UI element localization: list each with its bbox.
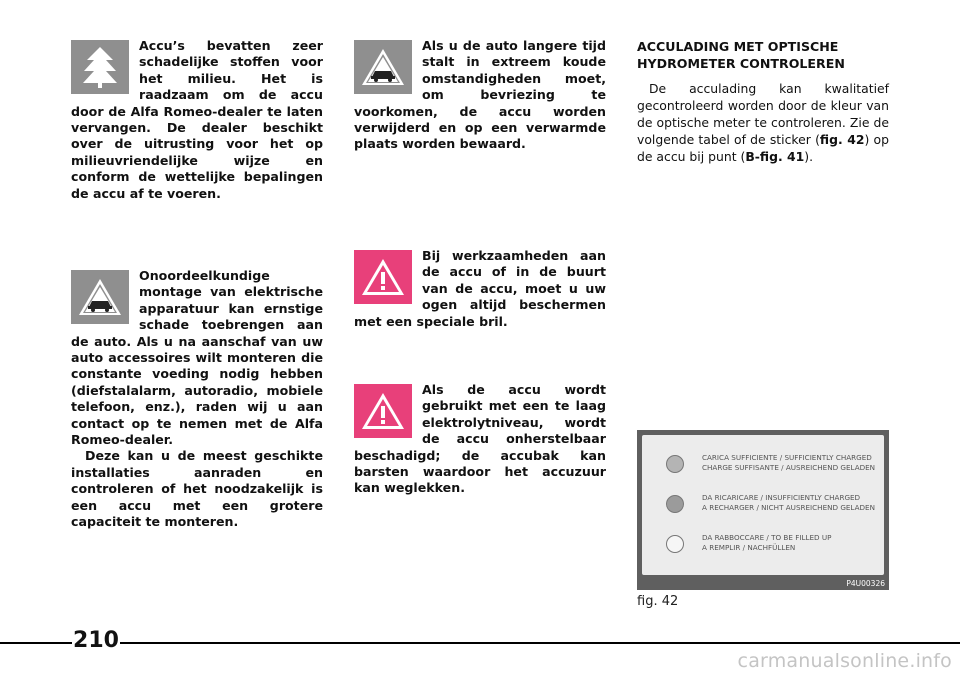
indicator-dot — [666, 495, 684, 513]
environment-note — [71, 38, 323, 238]
footer-rule-left — [0, 642, 72, 644]
eye-protection-note-text: Bij werkzaamheden aan de accu of in de buurt van de accu, moet u uw ogen altijd beschermen met een speciale bril. — [354, 248, 606, 329]
electrical-note — [71, 268, 323, 531]
fig-reference-b: B-fig. 41 — [745, 149, 805, 164]
section-body: De acculading kan kwalitatief gecontroleerd worden door de kleur van de optische meter te controleren. Zie de volgende tabel of de sticker (fig. 42) op de accu bij punt (B-fig. 41). — [637, 81, 890, 164]
fig-reference: fig. 42 — [819, 132, 865, 147]
footer-rule-right — [120, 642, 960, 644]
indicator-dot — [666, 535, 684, 553]
electrical-note-text: Onoordeelkundige montage van elektrische apparatuur kan ernstige schade toebrengen aan de auto. Als u na aanschaf van uw auto accessoires wilt monteren die constante voeding nodig hebben (diefstalalarm, autoradio, mobiele telefoon, enz.), raden wij u aan contact op te nemen met de Alfa Romeo-dealer. — [71, 268, 323, 448]
eye-protection-note — [354, 248, 606, 382]
column-middle — [354, 38, 606, 497]
electrical-note-text-2: Deze kan u de meest geschikte installaties aanraden en controleren of het noodzakelijk is een accu met een grotere capaciteit te monteren. — [71, 448, 323, 530]
figure-caption: fig. 42 — [637, 594, 679, 609]
hydrometer-sticker-figure — [637, 430, 889, 590]
watermark: carmanualsonline.info — [737, 650, 952, 672]
car-warning-icon — [354, 40, 412, 94]
environment-note-text: Accu’s bevatten zeer schadelijke stoffen voor het milieu. Het is raadzaam om de accu door de Alfa Romeo-dealer te laten vervangen. De dealer beschikt over de uitrusting voor het op milieuvriendelijke wijze en conform de wettelijke bepalingen de accu af te voeren. — [71, 38, 323, 201]
cold-storage-note — [354, 38, 606, 248]
electrolyte-note-text: Als de accu wordt gebruikt met een te laag elektrolytniveau, wordt de accu onherstelbaar beschadigd; de accubak kan barsten waardoor het accuzuur kan weglekken. — [354, 382, 606, 496]
tree-icon — [71, 40, 129, 94]
column-right — [637, 38, 889, 165]
car-warning-icon — [71, 270, 129, 324]
column-left — [71, 38, 323, 531]
figure-code: P4U00326 — [846, 579, 885, 588]
indicator-dot — [666, 455, 684, 473]
cold-storage-note-text: Als u de auto langere tijd stalt in extreem koude omstandigheden moet, om bevriezing te voorkomen, de accu worden verwijderd en op een verwarmde plaats worden bewaard. — [354, 38, 606, 152]
exclamation-triangle-icon — [354, 384, 412, 438]
exclamation-triangle-icon — [354, 250, 412, 304]
electrolyte-note — [354, 382, 606, 497]
page-number: 210 — [73, 628, 119, 653]
section-heading: ACCULADING MET OPTISCHE HYDROMETER CONTROLEREN — [637, 39, 845, 71]
hydrometer-sticker: CARICA SUFFICIENTE / SUFFICIENTLY CHARGED CHARGE SUFFISANTE / AUSREICHEND GELADEN DA RICARICARE / INSUFFICIENTLY CHARGED A RECHARGER / NICHT AUSREICHEND GELADEN DA RABBOCCARE / TO BE FILLED UP A REMPLIR / NACHFÜLLEN — [642, 435, 884, 575]
